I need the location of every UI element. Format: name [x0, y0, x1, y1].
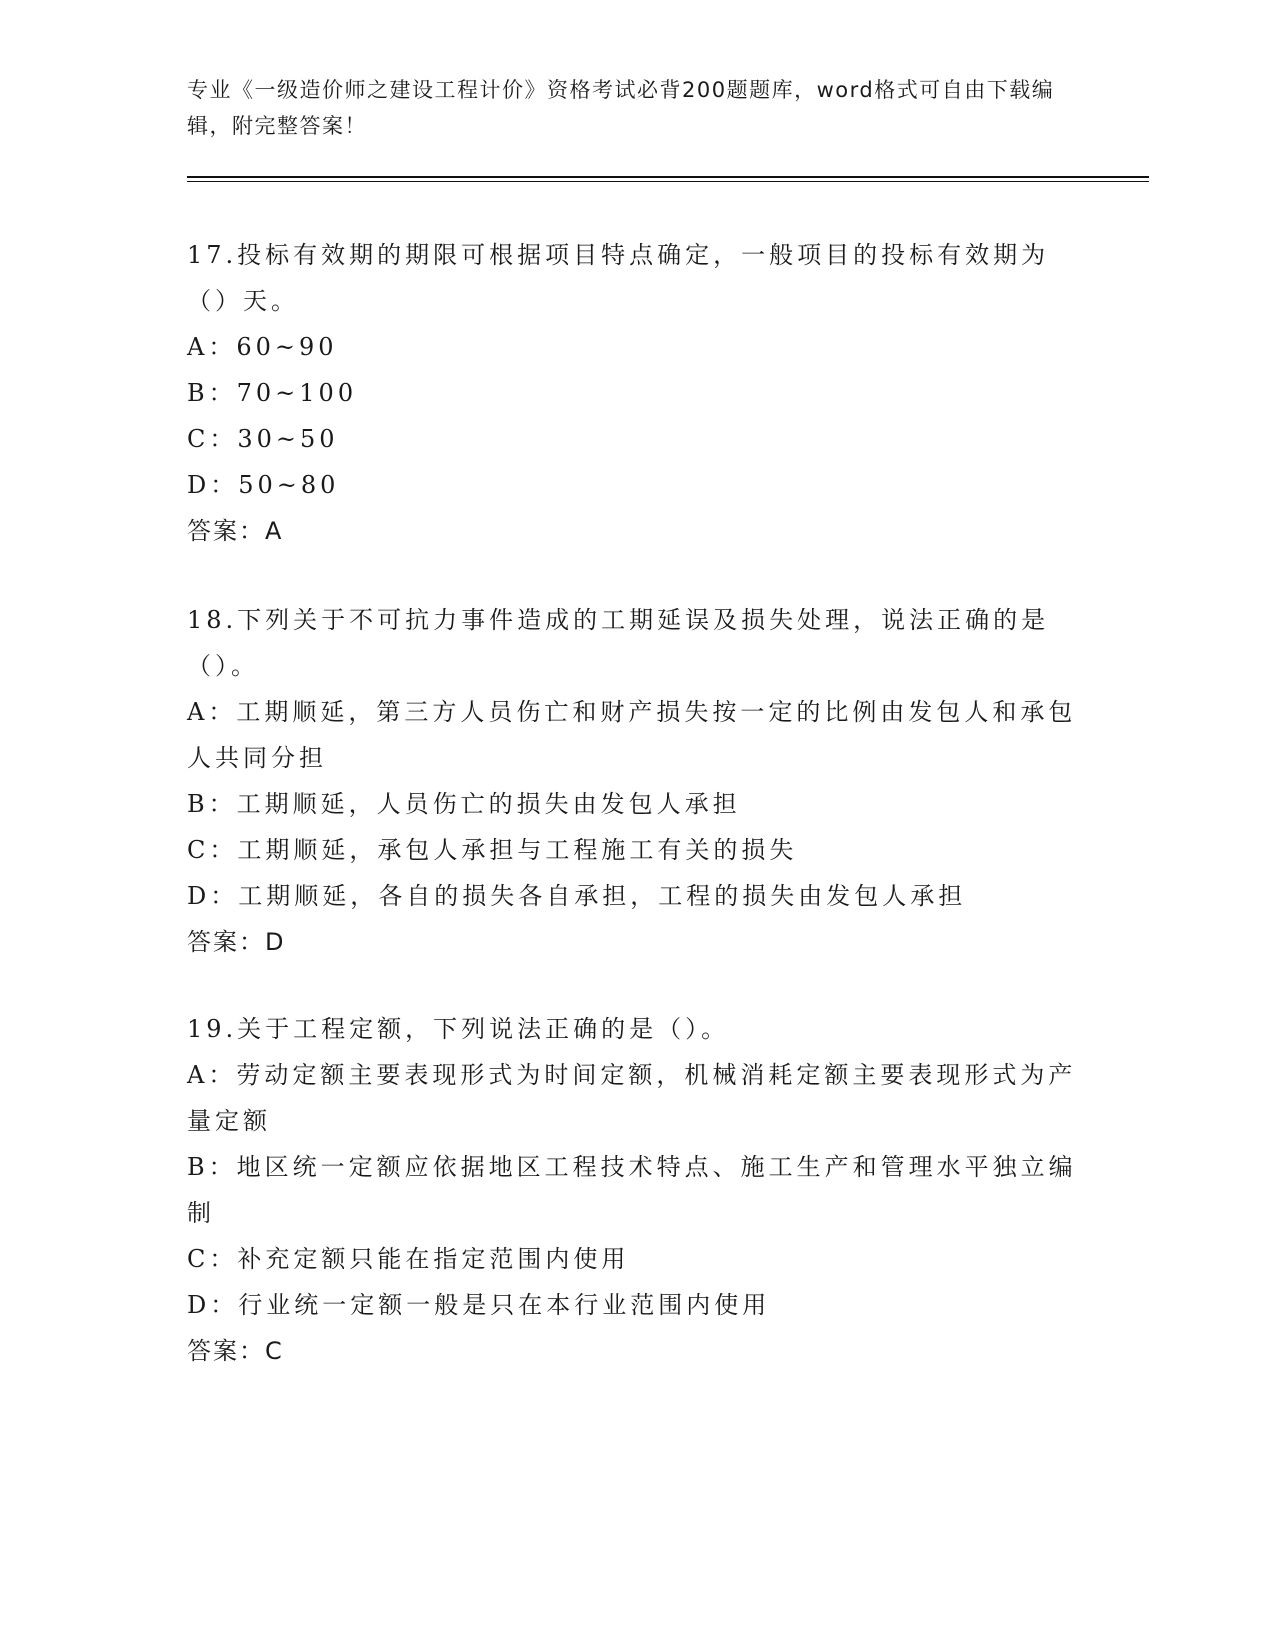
question-stem: 19.关于工程定额，下列说法正确的是（）。 [187, 1015, 730, 1043]
header-divider-thick [187, 176, 1149, 178]
option-c: C：30~50 [187, 425, 339, 453]
question-stem: 18.下列关于不可抗力事件造成的工期延误及损失处理，说法正确的是（）。 [187, 606, 1050, 680]
option-b: B：70~100 [187, 379, 358, 407]
option-c: C：补充定额只能在指定范围内使用 [187, 1245, 630, 1273]
header-divider-thin [187, 181, 1149, 182]
question-block [187, 597, 1087, 965]
option-c: C：工期顺延，承包人承担与工程施工有关的损失 [187, 836, 798, 864]
option-a: A：工期顺延，第三方人员伤亡和财产损失按一定的比例由发包人和承包人共同分担 [187, 698, 1077, 772]
question-block [187, 232, 1087, 554]
document-header: 专业《一级造价师之建设工程计价》资格考试必背200题题库，word格式可自由下载编辑，附完整答案！ [187, 78, 1055, 138]
option-a: A：劳动定额主要表现形式为时间定额，机械消耗定额主要表现形式为产量定额 [187, 1061, 1077, 1135]
option-b: B：工期顺延，人员伤亡的损失由发包人承担 [187, 790, 741, 818]
option-d: D：50~80 [187, 471, 340, 499]
answer-line: 答案：C [187, 1337, 284, 1365]
answer-line: 答案：D [187, 928, 286, 956]
option-b: B：地区统一定额应依据地区工程技术特点、施工生产和管理水平独立编制 [187, 1153, 1077, 1227]
option-d: D：行业统一定额一般是只在本行业范围内使用 [187, 1291, 771, 1319]
question-stem: 17.投标有效期的期限可根据项目特点确定，一般项目的投标有效期为（）天。 [187, 241, 1050, 315]
option-d: D：工期顺延，各自的损失各自承担，工程的损失由发包人承担 [187, 882, 967, 910]
answer-line: 答案：A [187, 517, 284, 545]
option-a: A：60~90 [187, 333, 338, 361]
question-block [187, 1006, 1087, 1374]
